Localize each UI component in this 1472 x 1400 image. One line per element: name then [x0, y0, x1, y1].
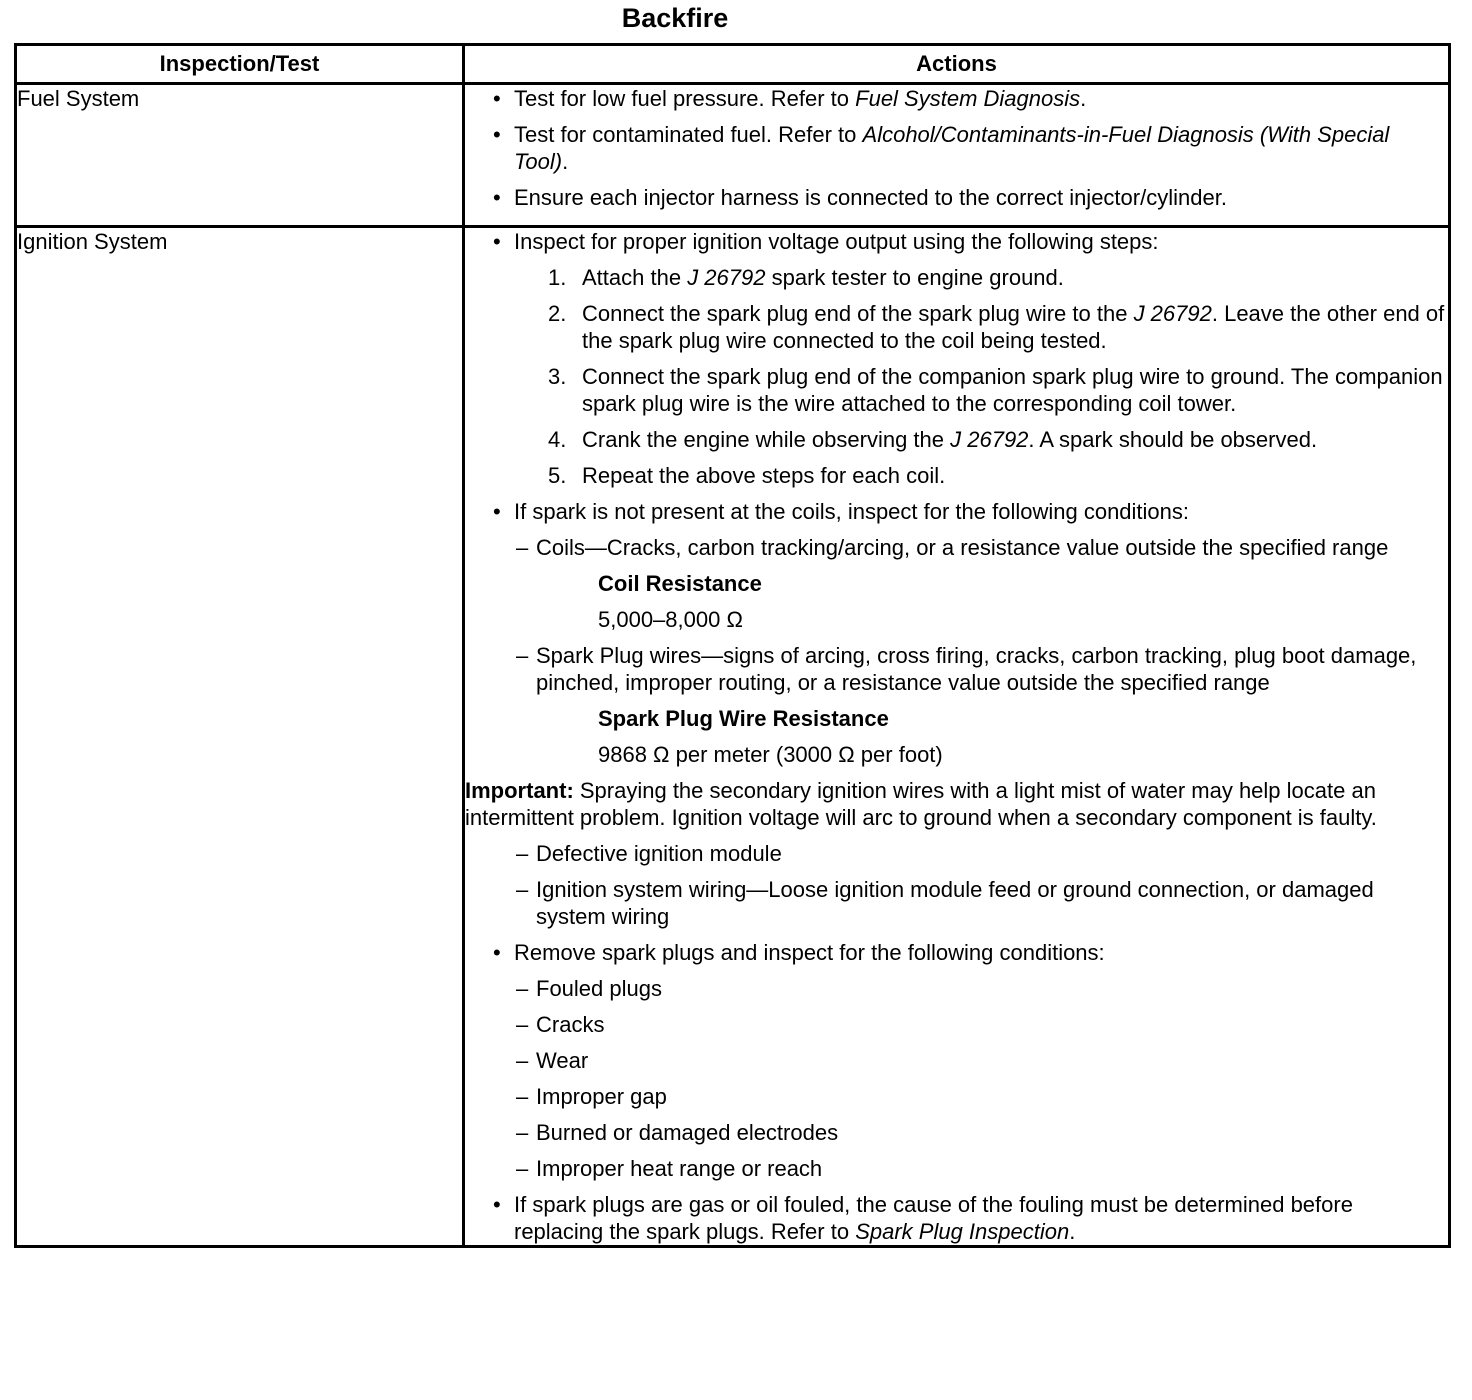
condition-item-coils: – Coils—Cracks, carbon tracking/arcing, or a resistance value outside the specified range [516, 535, 1389, 560]
tool-number: J 26792 [687, 265, 766, 290]
reference-link: Spark Plug Inspection [855, 1219, 1070, 1244]
column-header-actions: Actions [464, 45, 1450, 84]
important-note: Important: Spraying the secondary ignition wires with a light mist of water may help locate an intermittent problem. Ignition voltage will arc to ground when a secondary component is faulty. [465, 778, 1377, 830]
step-item: 1. Attach the J 26792 spark tester to engine ground. [548, 265, 1064, 290]
plug-condition-item: – Cracks [516, 1012, 605, 1037]
plug-condition-item: – Wear [516, 1048, 589, 1073]
backfire-table [14, 43, 1451, 1248]
bullet-item: • Remove spark plugs and inspect for the following conditions: [465, 939, 1448, 966]
plug-condition-item: – Burned or damaged electrodes [516, 1120, 839, 1145]
bullet-item: • Test for contaminated fuel. Refer to Alcohol/Contaminants-in-Fuel Diagnosis (With Special Tool). [465, 121, 1448, 175]
column-header-inspection: Inspection/Test [16, 45, 464, 84]
condition-item: – Defective ignition module [516, 841, 782, 866]
condition-item: – Ignition system wiring—Loose ignition module feed or ground connection, or damaged system wiring [516, 877, 1374, 929]
step-item: 2. Connect the spark plug end of the spark plug wire to the J 26792. Leave the other end of the spark plug wire connected to the coil being tested. [548, 301, 1445, 353]
bullet-item: • If spark is not present at the coils, inspect for the following conditions: [465, 498, 1448, 525]
table-row-fuel-system [16, 84, 1450, 227]
row-label: Ignition System [16, 227, 464, 1247]
plug-condition-item: – Improper gap [516, 1084, 667, 1109]
bullet-item: • Test for low fuel pressure. Refer to Fuel System Diagnosis. [465, 85, 1448, 112]
important-label: Important: [465, 778, 574, 803]
tool-number: J 26792 [950, 427, 1029, 452]
reference-link: Alcohol/Contaminants-in-Fuel Diagnosis (With Special Tool) [514, 122, 1390, 174]
row-label: Fuel System [16, 84, 464, 227]
spec-value: 9868 Ω per meter (3000 Ω per foot) [598, 742, 943, 767]
condition-item-wires: – Spark Plug wires—signs of arcing, cross firing, cracks, carbon tracking, plug boot damage, pinched, improper routing, or a resistance value outside the specified range [516, 643, 1417, 695]
bullet-item: • Ensure each injector harness is connected to the correct injector/cylinder. [465, 184, 1448, 211]
header-row [16, 45, 1450, 84]
reference-link: Fuel System Diagnosis [855, 86, 1081, 111]
step-item: 5. Repeat the above steps for each coil. [548, 463, 946, 488]
actions-cell [464, 227, 1450, 1247]
bullet-item: • Inspect for proper ignition voltage output using the following steps: [465, 228, 1448, 255]
table-row-ignition-system [16, 227, 1450, 1247]
step-item: 4. Crank the engine while observing the J 26792. A spark should be observed. [548, 427, 1318, 452]
plug-condition-item: – Fouled plugs [516, 976, 662, 1001]
plug-condition-item: – Improper heat range or reach [516, 1156, 823, 1181]
spec-title: Coil Resistance [598, 571, 762, 596]
tool-number: J 26792 [1133, 301, 1212, 326]
step-item: 3. Connect the spark plug end of the companion spark plug wire to ground. The companion spark plug wire is the wire attached to the corresponding coil tower. [548, 364, 1443, 416]
bullet-item: • If spark plugs are gas or oil fouled, the cause of the fouling must be determined before replacing the spark plugs. Refer to Spark Plug Inspection. [465, 1191, 1448, 1245]
spec-title: Spark Plug Wire Resistance [598, 706, 889, 731]
page-title: Backfire [621, 3, 729, 33]
actions-cell [464, 84, 1450, 227]
spec-value: 5,000–8,000 Ω [598, 607, 743, 632]
